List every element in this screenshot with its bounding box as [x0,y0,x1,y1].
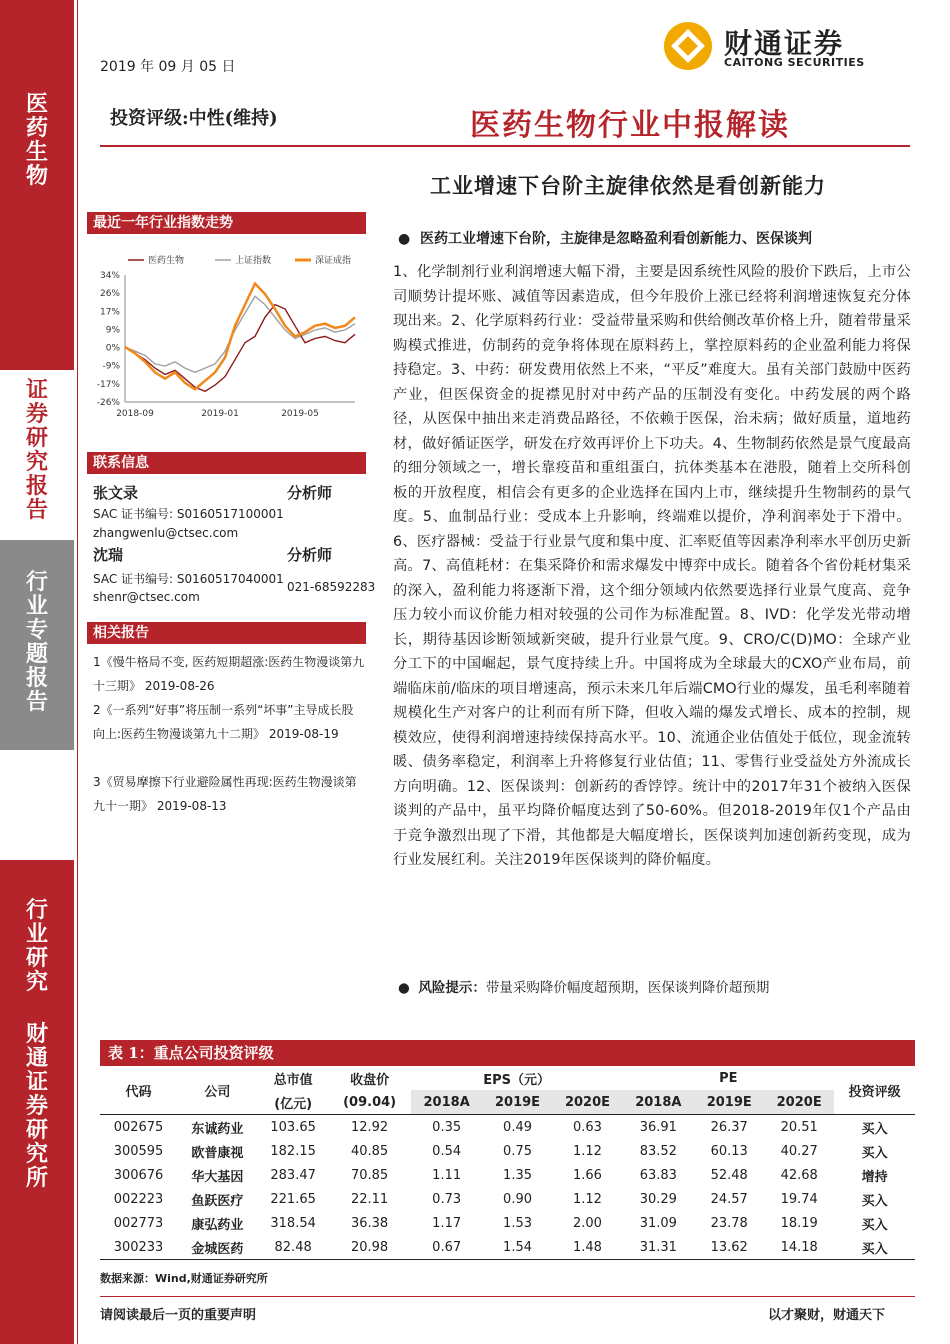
title-divider [100,145,910,147]
table-cell-eps2: 1.35 [503,1167,532,1183]
sidebar-institute: 财通证券研究所 [25,1021,48,1191]
table-cell-pe3: 14.18 [780,1239,818,1255]
col-mcap: 总市值 [273,1072,313,1088]
analyst-sac: SAC 证书编号: S0160517100001 [93,507,284,521]
analyst-sac: SAC 证书编号: S0160517040001 [93,572,284,586]
analyst-email[interactable]: zhangwenlu@ctsec.com [93,526,239,540]
table-cell-eps3: 1.48 [573,1239,602,1255]
page-subtitle: 工业增速下台阶主旋律依然是看创新能力 [430,173,826,198]
table-cell-company: 东诚药业 [191,1121,244,1137]
investment-rating: 投资评级:中性(维持) [110,108,278,129]
table-cell-pe2: 24.57 [710,1191,748,1207]
table-cell-pe3: 40.27 [780,1143,818,1159]
table-cell-pe2: 23.78 [710,1215,748,1231]
chart-legend-label: 上证指数 [235,256,272,266]
col-year: 2020E [553,1090,623,1115]
footer-divider [100,1296,915,1297]
chart-legend-label: 医药生物 [148,256,185,266]
sidebar-research: 行业研究 [25,897,48,995]
related-section-title: 相关报告 [87,622,366,644]
table-cell-rating: 买入 [861,1193,888,1209]
table-cell-eps1: 1.17 [432,1215,462,1231]
table-cell-company: 华大基因 [191,1169,244,1185]
main-body-text: 1、化学制剂行业利润增速大幅下滑，主要是因系统性风险的股价下跌后，上市公司顺势计提坏账、减值等因素造成，但今年股价上涨已经将利润增速恢复充分体现出来。2、化学原料药行业：受益带量采购和供给侧改革价格上升，随着带量采购模式推进，仿制药的竞争将体现在原料药上，掌控原料药的企业盈利能力将保持稳定。3、中药：研发费用依然上不来，“平反”难度大。虽有关部门鼓励中医药产业，但医保资金的捉襟见肘对中药产品的压制没有变化。中药发展的两个路径，从医保中抽出来走消费品路径，不依赖于医保，治未病；做好质量，道地药材，做好循证医学，研发在疗效再评价上下功夫。4、生物制药依然是景气度最高的细分领域之一，增长靠疫苗和重组蛋白，抗体类基本在港股，随着上交所科创板的开放程度，相信会有更多的企业选择在国内上市，继续提升生物制药的景气度。5、血制品行业：受成本上升影响，终端难以提价，净利润率处于下滑中。6、医疗器械：受益于行业景气度和集中度、汇率贬值等因素净利率水平创历史新高。7、高值耗材：在集采降价和需求爆发中博弈中成长。随着各个省份耗材集采的深入，盈利能力将逐渐下滑，这个细分领域内依然要选择行业景气度高、竞争压力较小而议价能力相对较强的公司作为标准配置。8、IVD：化学发光带动增长，期待基因诊断领域新突破，提升行业景气度。9、CRO/C(D)MO：全球产业分工下的中国崛起，景气度持续上升。中国将成为全球最大的CXO产业布局，前端临床前/临床的项目增速高，预示未来几年后端CMO行业的爆发，虽毛利率随着规模化生产对客户的让利而有所下降，但收入端的爆发式增长、成本的控制，规模效应，使得利润增速持续保持高水平。10、流通企业估值处于低位，现金流转暖、债务率稳定，利润率上升将修复行业估值；11、零售行业受益处方外流成长方向明确。12、医保谈判：创新药的香饽饽。统计中的2017年31个被纳入医保谈判的产品中，虽平均降价幅度达到了50-60%。但2018-2019年仅1个产品由于竞争激烈出现了下滑，其他都是大幅度增长，医保谈判加速创新药变现，成为行业发展红利。关注2019年医保谈判的降价幅度。 [393,264,911,868]
table-cell-close: 22.11 [350,1191,389,1207]
table-cell-code: 002223 [113,1191,164,1207]
chart-x-tick-label: 2018-09 [116,409,154,419]
table-cell-code: 002773 [113,1215,164,1231]
analyst-name: 张文录 [93,484,139,502]
sidebar-report-type: 证券研究报告 [25,377,48,523]
table-cell-company: 金城医药 [191,1241,244,1257]
table-cell-close: 20.98 [350,1239,389,1255]
table-cell-close: 12.92 [350,1119,389,1135]
chart-y-tick-label: -17% [96,379,120,390]
chart-y-tick-label: 26% [99,289,120,300]
chart-y-tick-label: 9% [105,325,120,336]
table-cell-mcap: 283.47 [270,1167,316,1183]
table-cell-eps3: 1.66 [573,1167,602,1183]
table-cell-eps3: 1.12 [573,1143,602,1159]
col-mcap-unit: (亿元) [274,1096,313,1112]
table-cell-eps3: 2.00 [573,1215,602,1231]
table-cell-eps1: 0.67 [432,1239,462,1255]
logo-text-cn: 财通证券 [724,27,845,60]
col-close: 收盘价 [350,1072,390,1088]
table-cell-eps1: 1.11 [432,1167,462,1183]
table-cell-mcap: 182.15 [270,1143,316,1159]
risk-text: 带量采购降价幅度超预期，医保谈判降价超预期 [485,980,770,996]
chart-x-tick-label: 2019-05 [281,409,319,419]
col-year: 2018A [411,1090,483,1115]
table-source: 数据来源：Wind,财通证券研究所 [100,1272,268,1285]
table-cell-eps2: 0.49 [503,1119,532,1135]
related-report-item[interactable]: 3《贸易摩擦下行业避险属性再现:医药生物漫谈第九十一期》 2019-08-13 [93,775,357,813]
table-cell-eps2: 0.75 [503,1143,532,1159]
table-cell-pe3: 19.74 [780,1191,818,1207]
chart-y-tick-label: 34% [99,271,120,281]
page-title: 医药生物行业中报解读 [470,108,790,143]
analyst-phone: 021-68592283 [287,580,376,594]
table-cell-pe1: 31.31 [639,1239,677,1255]
risk-label: 风险提示： [418,980,486,996]
table-cell-eps1: 0.35 [432,1119,462,1135]
table-cell-code: 300233 [113,1239,164,1255]
related-report-item[interactable]: 1《慢牛格局不变, 医药短期超涨:医药生物漫谈第九十三期》 2019-08-26 [93,655,365,693]
table-cell-rating: 买入 [861,1241,888,1257]
col-close-date: (09.04) [343,1094,397,1110]
col-eps: EPS（元） [483,1072,550,1088]
sidebar-category: 行业专题报告 [25,569,48,715]
col-year: 2019E [483,1090,553,1115]
ratings-table [100,1066,915,1260]
analyst-name: 沈瑞 [93,546,124,564]
table-cell-pe2: 52.48 [710,1167,748,1183]
sidebar-divider [77,0,78,1344]
logo-text-en: CAITONG SECURITIES [724,56,865,69]
chart-y-tick-label: 0% [105,343,120,354]
table-cell-rating: 增持 [861,1169,888,1185]
table-cell-rating: 买入 [861,1145,888,1161]
table-cell-pe3: 18.19 [780,1215,818,1231]
table-cell-company: 康弘药业 [191,1217,244,1233]
table-cell-mcap: 221.65 [270,1191,316,1207]
table-cell-eps1: 0.73 [432,1191,462,1207]
table-row [100,1163,915,1187]
table-cell-pe2: 13.62 [710,1239,748,1255]
col-rating: 投资评级 [848,1084,901,1100]
table-cell-pe1: 63.83 [639,1167,677,1183]
sidebar-industry: 医药生物 [25,91,48,189]
table-title: 表 1：重点公司投资评级 [100,1040,915,1066]
table-cell-pe1: 30.29 [639,1191,677,1207]
chart-y-tick-label: -9% [102,361,120,372]
table-row [100,1211,915,1235]
col-year: 2019E [694,1090,764,1115]
table-cell-company: 鱼跃医疗 [191,1193,244,1209]
table-cell-close: 36.38 [350,1215,389,1231]
chart-y-tick-label: -26% [96,398,120,408]
table-cell-eps2: 0.90 [503,1191,532,1207]
table-cell-rating: 买入 [861,1121,888,1137]
chart-y-tick-label: 17% [99,307,120,318]
table-cell-rating: 买入 [861,1217,888,1233]
table-cell-pe1: 31.09 [639,1215,677,1231]
analyst-role: 分析师 [287,546,333,564]
table-cell-code: 300676 [113,1167,164,1183]
table-cell-code: 300595 [113,1143,164,1159]
analyst-role: 分析师 [287,484,333,502]
table-cell-mcap: 318.54 [270,1215,316,1231]
col-code: 代码 [125,1084,152,1100]
table-row [100,1235,915,1260]
table-cell-close: 40.85 [350,1143,389,1159]
table-cell-code: 002675 [113,1119,164,1135]
table-cell-pe2: 26.37 [710,1119,748,1135]
chart-legend-label: 深证成指 [315,256,352,266]
report-date: 2019 年 09 月 05 日 [100,59,236,75]
table-cell-eps2: 1.54 [503,1239,532,1255]
footer-disclaimer: 请阅读最后一页的重要声明 [100,1308,257,1323]
chart-series-line-1 [125,296,355,372]
table-row [100,1139,915,1163]
table-cell-pe1: 36.91 [639,1119,677,1135]
table-cell-eps1: 0.54 [432,1143,462,1159]
table-cell-eps3: 0.63 [573,1119,602,1135]
table-cell-mcap: 103.65 [270,1119,316,1135]
main-bullet: ● 医药工业增速下台阶，主旋律是忽略盈利看创新能力、医保谈判 [398,231,812,247]
risk-bullet: ● 风险提示：带量采购降价幅度超预期，医保谈判降价超预期 [398,980,770,996]
table-cell-mcap: 82.48 [274,1239,312,1255]
col-year: 2018A [622,1090,694,1115]
chart-section-title: 最近一年行业指数走势 [87,212,366,234]
chart-x-tick-label: 2019-01 [201,409,239,419]
col-pe: PE [719,1070,738,1086]
table-cell-company: 欧普康视 [191,1145,244,1161]
analyst-email[interactable]: shenr@ctsec.com [93,590,200,604]
footer-slogan: 以才聚财，财通天下 [768,1308,886,1323]
table-cell-pe3: 20.51 [780,1119,818,1135]
table-cell-pe2: 60.13 [710,1143,748,1159]
table-row [100,1187,915,1211]
chart-series-line-2 [125,284,355,390]
col-year: 2020E [764,1090,834,1115]
contact-section-title: 联系信息 [87,452,366,474]
table-cell-eps2: 1.53 [503,1215,532,1231]
related-report-item[interactable]: 2《一系列“好事”将压制一系列“坏事”主导成长股向上:医药生物漫谈第九十二期》 2019-08-19 [93,703,354,741]
bullet-text: 医药工业增速下台阶，主旋律是忽略盈利看创新能力、医保谈判 [419,231,812,247]
table-row [100,1115,915,1140]
industry-index-chart [90,240,365,425]
table-cell-eps3: 1.12 [573,1191,602,1207]
table-cell-close: 70.85 [350,1167,389,1183]
table-cell-pe3: 42.68 [780,1167,818,1183]
caitong-logo-icon [662,20,714,72]
col-company: 公司 [204,1084,231,1100]
table-cell-pe1: 83.52 [639,1143,677,1159]
